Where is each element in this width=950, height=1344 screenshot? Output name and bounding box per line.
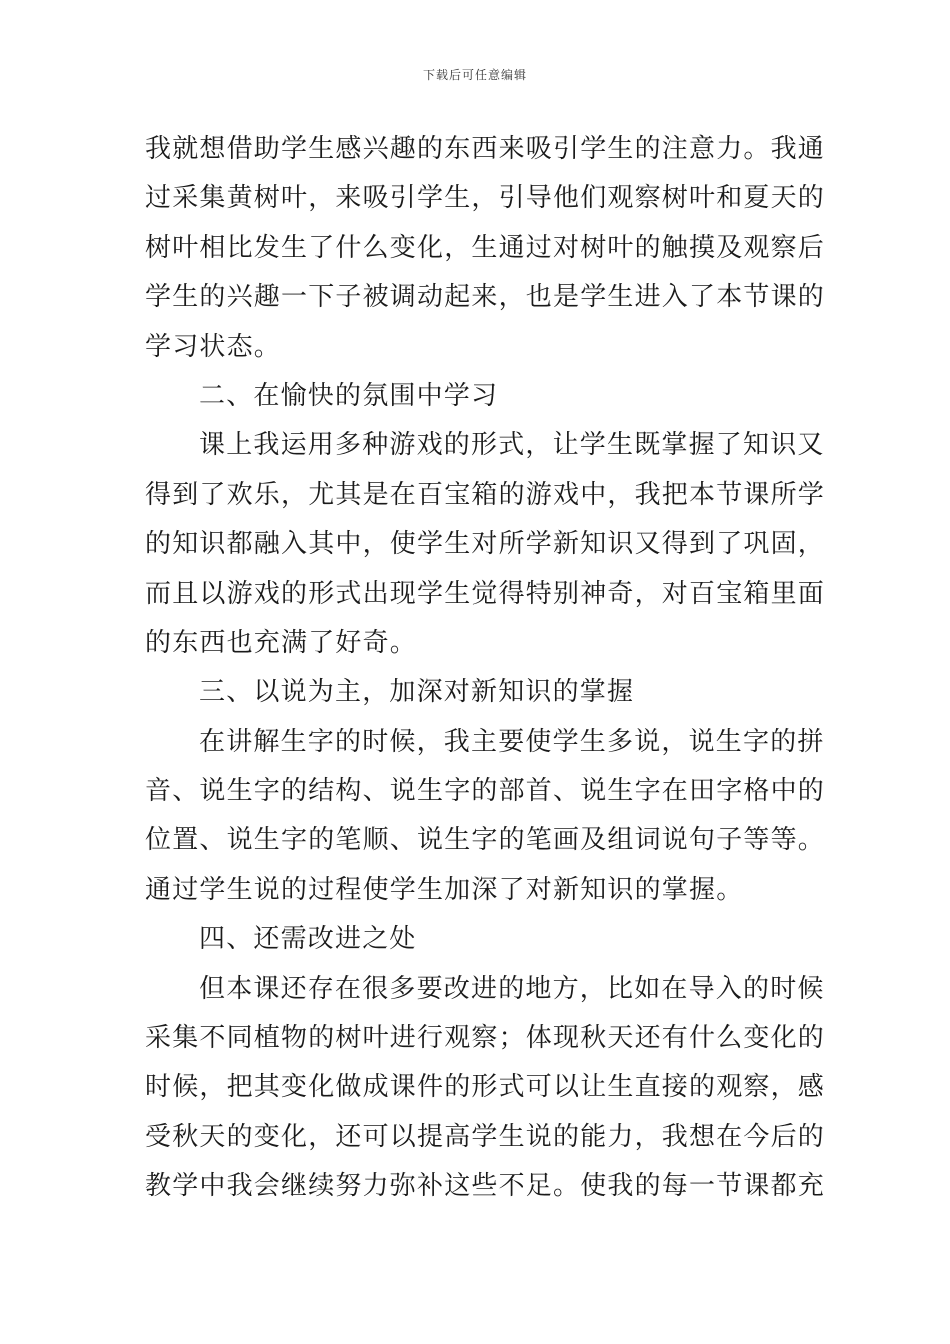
section-heading: 四、还需改进之处 xyxy=(199,924,417,955)
text-line: 而且以游戏的形式出现学生觉得特别神奇，对百宝箱里面 xyxy=(145,578,826,609)
text-line: 学习状态。 xyxy=(145,331,282,362)
section-heading: 二、在愉快的氛围中学习 xyxy=(199,380,499,411)
text-line: 的东西也充满了好奇。 xyxy=(145,627,418,658)
text-line: 的知识都融入其中，使学生对所学新知识又得到了巩固， xyxy=(145,529,826,560)
section-heading: 三、以说为主，加深对新知识的掌握 xyxy=(199,677,635,708)
text-line: 受秋天的变化，还可以提高学生说的能力，我想在今后的 xyxy=(145,1121,826,1152)
text-line: 我就想借助学生感兴趣的东西来吸引学生的注意力。我通 xyxy=(145,134,826,164)
text-line: 时候，把其变化做成课件的形式可以让生直接的观察，感 xyxy=(145,1072,826,1103)
text-line: 课上我运用多种游戏的形式，让学生既掌握了知识又 xyxy=(199,430,825,461)
document-body xyxy=(145,125,826,1212)
text-line: 教学中我会继续努力弥补这些不足。使我的每一节课都充 xyxy=(145,1171,826,1202)
text-line: 位置、说生字的笔顺、说生字的笔画及组词说句子等等。 xyxy=(145,825,826,856)
text-line: 音、说生字的结构、说生字的部首、说生字在田字格中的 xyxy=(145,776,826,807)
text-line: 通过学生说的过程使学生加深了对新知识的掌握。 xyxy=(145,874,744,905)
text-line: 在讲解生字的时候，我主要使学生多说，说生字的拼 xyxy=(199,726,825,757)
text-line: 但本课还存在很多要改进的地方，比如在导入的时候 xyxy=(199,973,825,1004)
page-header: 下载后可任意编辑 xyxy=(422,68,527,82)
text-line: 得到了欢乐，尤其是在百宝箱的游戏中，我把本节课所学 xyxy=(145,479,826,510)
text-line: 树叶相比发生了什么变化，生通过对树叶的触摸及观察后 xyxy=(145,232,826,263)
text-line: 过采集黄树叶，来吸引学生，引导他们观察树叶和夏天的 xyxy=(145,183,826,214)
text-line: 学生的兴趣一下子被调动起来，也是学生进入了本节课的 xyxy=(145,282,826,313)
text-line: 采集不同植物的树叶进行观察；体现秋天还有什么变化的 xyxy=(145,1023,826,1054)
